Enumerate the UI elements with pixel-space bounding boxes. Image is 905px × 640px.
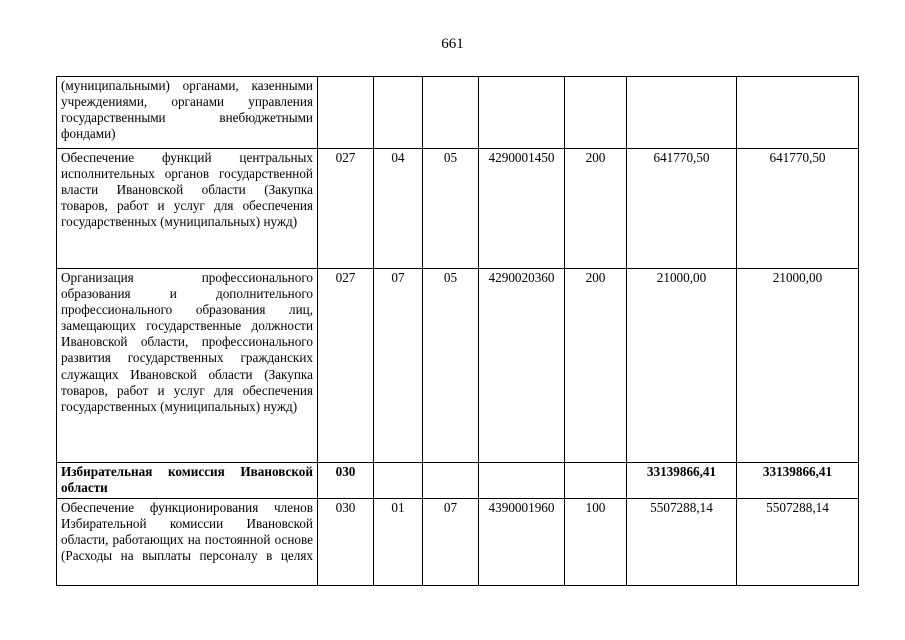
amount-1: 21000,00 (627, 269, 737, 463)
target-article-code (479, 463, 565, 499)
section-code: 07 (374, 269, 423, 463)
subsection-code: 07 (423, 499, 479, 586)
table-row (57, 499, 859, 586)
target-article-code: 4390001960 (479, 499, 565, 586)
amount-1: 5507288,14 (627, 499, 737, 586)
row-description: Избирательная комиссия Ивановской области (57, 463, 318, 499)
subsection-code: 05 (423, 149, 479, 269)
section-code: 01 (374, 499, 423, 586)
amount-2: 5507288,14 (737, 499, 859, 586)
amount-2: 21000,00 (737, 269, 859, 463)
amount-1: 33139866,41 (627, 463, 737, 499)
table-row (57, 463, 859, 499)
amount-2: 33139866,41 (737, 463, 859, 499)
table-row (57, 77, 859, 149)
target-article-code (479, 77, 565, 149)
ministry-code: 027 (318, 269, 374, 463)
subsection-code (423, 77, 479, 149)
row-description: Обеспечение функций центральных исполнительных органов государственной власти Ивановской области (Закупка товаров, работ и услуг для обеспечения государственных (муниципальных) нужд) (57, 149, 318, 269)
row-description: Организация профессионального образования и дополнительного профессионального образования лиц, замещающих государственные должности Ивановской области, профессионального развития государственных гражданских служащих Ивановской области (Закупка товаров, работ и услуг для обеспечения государственных (муниципальных) нужд) (57, 269, 318, 463)
target-article-code: 4290020360 (479, 269, 565, 463)
table-row (57, 269, 859, 463)
section-code: 04 (374, 149, 423, 269)
ministry-code: 030 (318, 463, 374, 499)
ministry-code: 027 (318, 149, 374, 269)
amount-1: 641770,50 (627, 149, 737, 269)
ministry-code: 030 (318, 499, 374, 586)
subsection-code (423, 463, 479, 499)
amount-2 (737, 77, 859, 149)
expense-type-code: 100 (565, 499, 627, 586)
row-description: (муниципальными) органами, казенными учреждениями, органами управления государственными внебюджетными фондами) (57, 77, 318, 149)
amount-2: 641770,50 (737, 149, 859, 269)
table-row (57, 149, 859, 269)
row-description: Обеспечение функционирования членов Избирательной комиссии Ивановской области, работающих на постоянной основе (Расходы на выплаты персоналу в целях (57, 499, 318, 586)
page-number: 661 (441, 36, 464, 52)
expense-type-code: 200 (565, 269, 627, 463)
section-code (374, 77, 423, 149)
expense-type-code (565, 77, 627, 149)
section-code (374, 463, 423, 499)
amount-1 (627, 77, 737, 149)
expense-type-code: 200 (565, 149, 627, 269)
budget-table (56, 76, 859, 586)
expense-type-code (565, 463, 627, 499)
subsection-code: 05 (423, 269, 479, 463)
ministry-code (318, 77, 374, 149)
target-article-code: 4290001450 (479, 149, 565, 269)
